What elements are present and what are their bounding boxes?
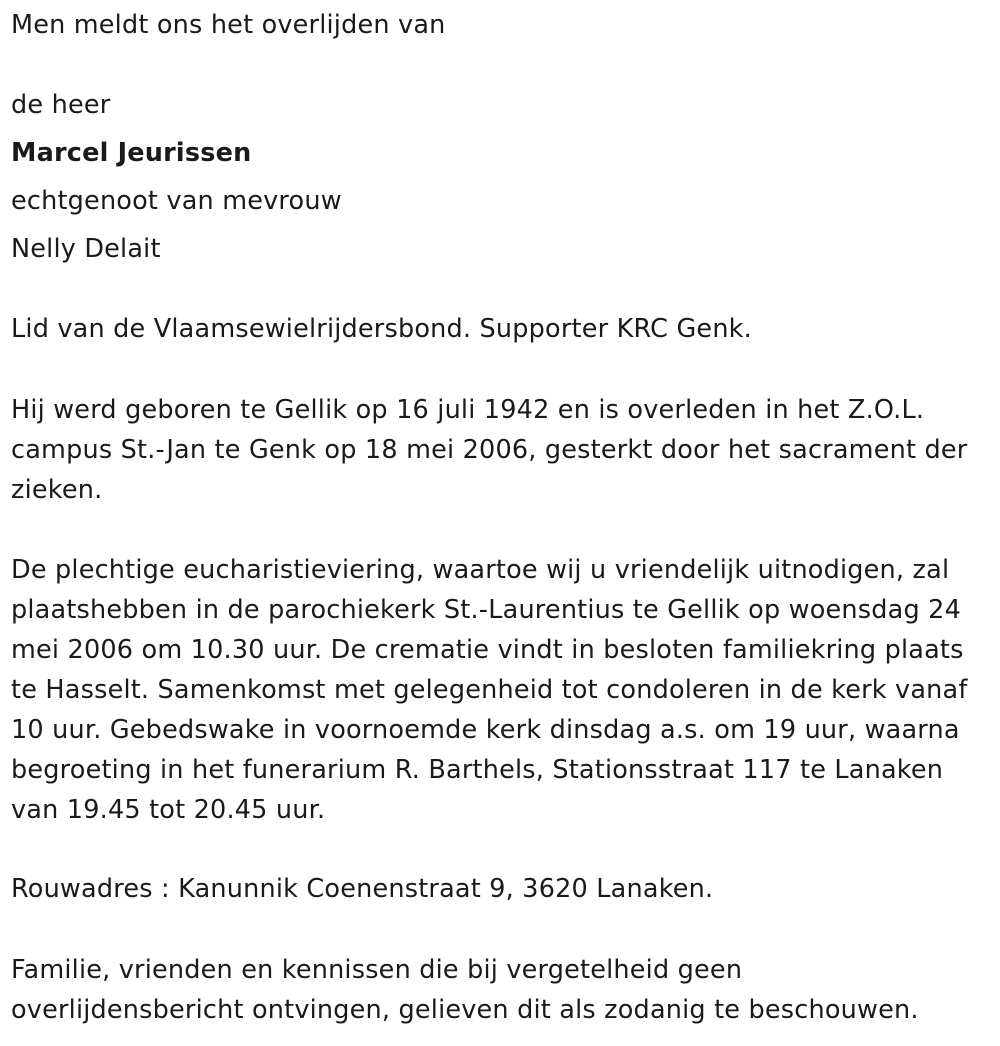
deceased-name: Marcel Jeurissen — [11, 138, 252, 168]
closing-paragraph: Familie, vrienden en kennissen die bij vergetelheid geen overlijdensbericht ontvingen, gelieven dit als zodanig te beschouwen. — [11, 955, 919, 1025]
spouse-name: Nelly Delait — [11, 234, 161, 264]
spouse-label: echtgenoot van mevrouw — [11, 186, 342, 216]
mourning-address: Rouwadres : Kanunnik Coenenstraat 9, 3620 Lanaken. — [11, 874, 714, 904]
membership-text: Lid van de Vlaamsewielrijdersbond. Supporter KRC Genk. — [11, 314, 752, 344]
intro-text: Men meldt ons het overlijden van — [11, 10, 446, 40]
birth-death-paragraph: Hij werd geboren te Gellik op 16 juli 1942 en is overleden in het Z.O.L. campus St.-Jan te Genk op 18 mei 2006, gesterkt door het sacrament der zieken. — [11, 395, 968, 505]
honorific: de heer — [11, 90, 111, 120]
ceremony-paragraph: De plechtige eucharistieviering, waartoe wij u vriendelijk uitnodigen, zal plaatshebben in de parochiekerk St.-Laurentius te Gellik op woensdag 24 mei 2006 om 10.30 uur. De crematie vindt in besloten familiekring plaats te Hasselt. Samenkomst met gelegenheid tot condoleren in de kerk vanaf 10 uur. Gebedswake in voornoemde kerk dinsdag a.s. om 19 uur, waarna begroeting in het funerarium R. Barthels, Stationsstraat 117 te Lanaken van 19.45 tot 20.45 uur. — [11, 555, 968, 825]
